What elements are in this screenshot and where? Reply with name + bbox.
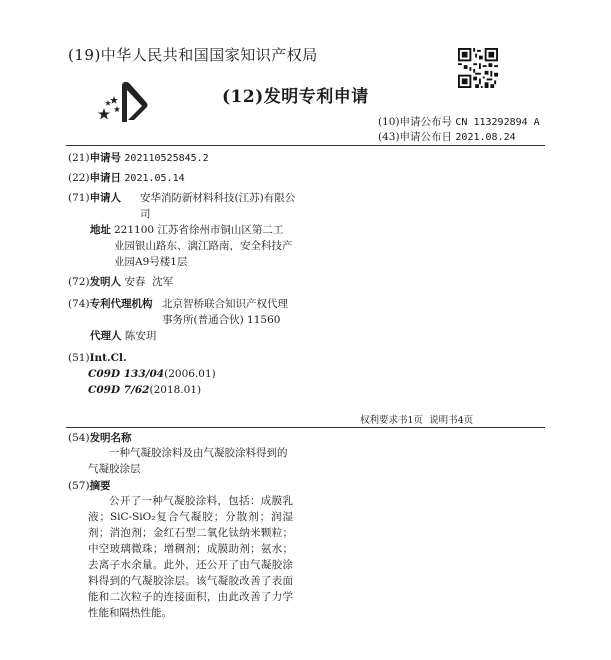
inventor-label: 发明人 [89,276,122,288]
application-number: 202110525845.2 [124,153,209,164]
application-date-label: 申请日 [89,172,122,184]
applicant-row [68,190,121,206]
application-date-code: (22) [68,172,90,184]
title-row [68,430,132,446]
office-name: (19)中华人民共和国国家知识产权局 [68,46,318,64]
agency-line: 北京智桥联合知识产权代理 [162,298,288,310]
agency-code: (74) [68,298,90,310]
publication-number: CN 113292894 A [455,117,540,128]
application-number-label: 申请号 [89,152,122,164]
inventor-row [68,274,173,290]
application-number-code: (21) [68,152,90,164]
cnipa-emblem-icon [94,78,152,124]
publication-info [378,115,540,145]
inventor-code: (72) [68,276,90,288]
applicant-line: 司 [140,208,151,220]
agency-row [68,296,153,312]
invention-title: 一种气凝胶涂料及由气凝胶涂料得到的气凝胶涂层 [88,447,288,475]
qr-code-icon [458,48,498,88]
ipc-code: C09D 7/62 [88,384,150,396]
publication-number-label: (10)申请公布号 [378,116,453,128]
abstract-text: 公开了一种气凝胶涂料，包括：成膜乳液；SiC-SiO₂复合气凝胶；分散剂；润湿剂；消泡剂；金红石型二氧化钛纳米颗粒；中空玻璃微珠；增稠剂；成膜助剂；氨水；去离子水余量。此外，还公开了由气凝胶涂料得到的气凝胶涂层。该气凝胶改善了表面能和二次粒子的连接面积，由此改善了力学性能和隔热性能。 [88,495,293,619]
applicant-value [140,190,295,222]
publication-date-label: (43)申请公布日 [378,131,453,143]
applicant-line: 安华消防新材料科技(江苏)有限公 [140,192,296,204]
int-cl-code: (51) [68,352,90,364]
application-number-row [68,150,209,167]
agent-label: 代理人 [90,330,122,342]
inventors: 安春 沈军 [124,276,174,288]
applicant-code: (71) [68,192,90,204]
agent-row [90,328,156,344]
title-label: 发明名称 [89,432,132,444]
address-line: 业园银山路东、漓江路南，安全科技产 [114,240,293,252]
address-line: 业园A9号楼1层 [114,256,188,268]
address-label: 地址 [90,224,111,236]
document-type-title: (12)发明专利申请 [222,87,369,107]
agent: 陈安玥 [124,330,157,342]
int-cl-row [68,350,127,366]
ipc-row [88,382,201,398]
agency-label: 专利代理机构 [89,298,153,310]
agency-value [162,296,288,328]
application-date: 2021.05.14 [124,173,185,184]
address-label-row [90,222,111,238]
publication-number-row [378,115,540,130]
agency-line: 事务所(普通合伙) 11560 [162,314,281,326]
abstract-label: 摘要 [89,480,111,492]
ipc-version: (2018.01) [149,384,202,396]
publication-date: 2021.08.24 [455,132,516,143]
application-date-row [68,170,185,187]
title-code: (54) [68,432,90,444]
abstract-divider [66,427,545,428]
page-count-note: 权利要求书1页 说明书4页 [360,415,474,426]
applicant-label: 申请人 [89,192,122,204]
address-line: 221100 江苏省徐州市铜山区第二工 [114,224,284,236]
header-divider [66,145,545,146]
publication-date-row [378,130,540,145]
ipc-row [88,366,216,382]
ipc-code: C09D 133/04 [88,368,165,380]
abstract-row [68,478,111,494]
address-value [114,222,293,270]
abstract-code: (57) [68,480,90,492]
ipc-version: (2006.01) [164,368,216,380]
int-cl-label: Int.Cl. [89,352,127,364]
